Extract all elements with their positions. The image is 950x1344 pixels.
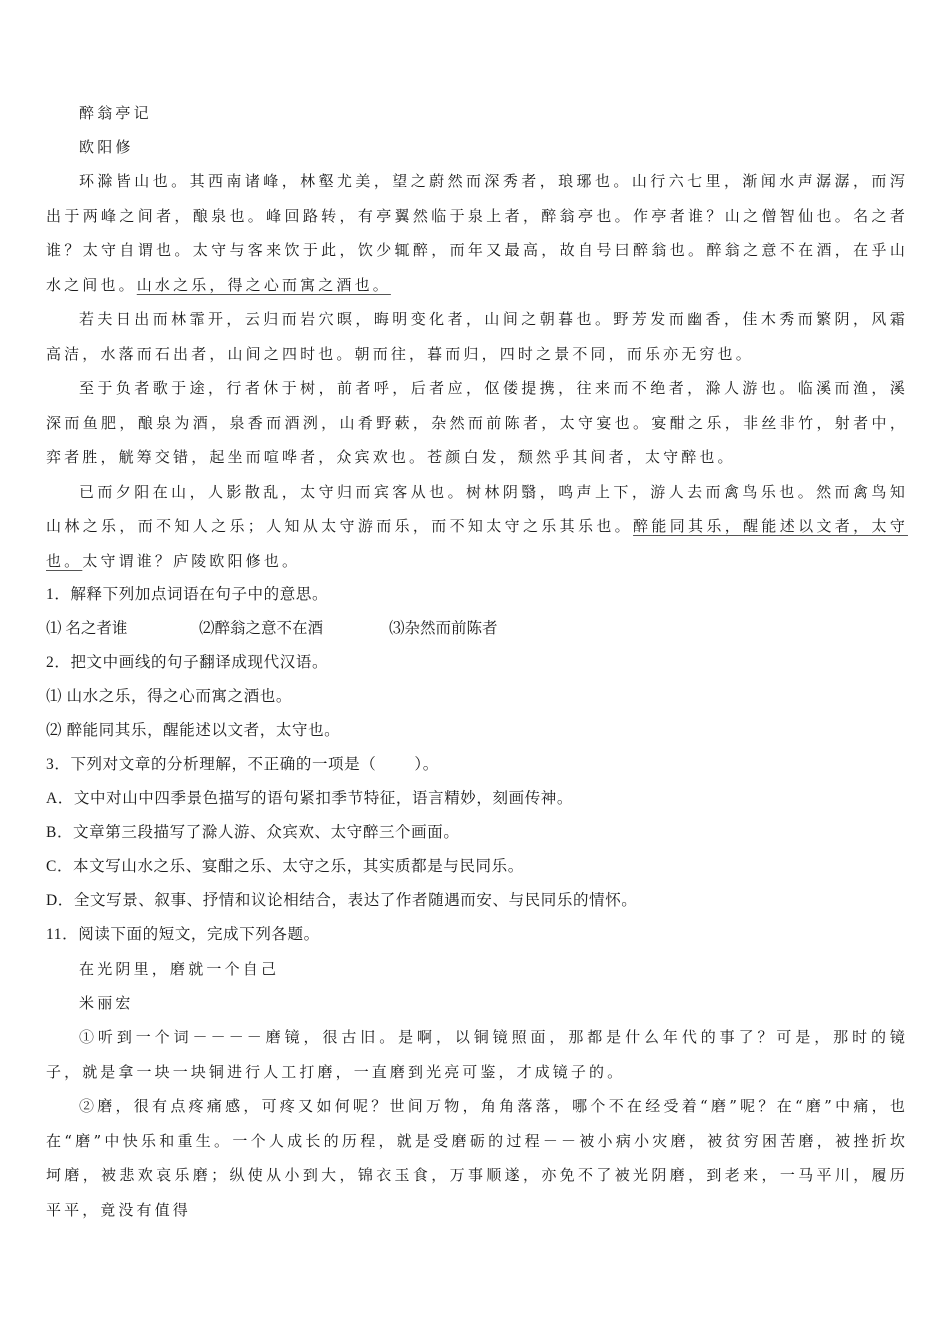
sub-item: ⑴ 名之者谁: [46, 620, 128, 637]
option-b: B．文章第三段描写了滁人游、众宾欢、太守醉三个画面。: [46, 824, 460, 841]
option-a: A．文中对山中四季景色描写的语句紧扣季节特征，语言精妙，刻画传神。: [46, 790, 573, 807]
passage-paragraph: 已而夕阳在山，人影散乱，太守归而宾客从也。树林阴翳，鸣声上下，游人去而禽鸟乐也。然而禽鸟知山林之乐，而不知人之乐；人知从太守游而乐，而不知太守之乐其乐也。醉能同其乐，醒能述以文者，太守也。太守谓谁？庐陵欧阳修也。: [46, 482, 908, 570]
passage-author: 欧阳修: [79, 138, 134, 156]
passage-paragraph: ②磨，很有点疼痛感，可疼又如何呢？世间万物，角角落落，哪个不在经受着“磨”呢？在“磨”中痛，也在“磨”中快乐和重生。一个人成长的历程，就是受磨砺的过程－－被小病小灾磨，被贫穷困苦磨，被挫折坎坷磨，被悲欢哀乐磨；纵使从小到大，锦衣玉食，万事顺遂，亦免不了被光阴磨，到老来，一马平川，履历平平，竟没有值得: [46, 1097, 908, 1219]
option-d: D．全文写景、叙事、抒情和议论相结合，表达了作者随遇而安、与民同乐的情怀。: [46, 892, 638, 909]
question-subitems: [46, 612, 908, 646]
underlined-sentence: 醉能同其乐，醒能述以文者，太守也。: [46, 517, 908, 570]
question-stem: 2．把文中画线的句子翻译成现代汉语。: [46, 654, 329, 671]
question-stem: 1．解释下列加点词语在句子中的意思。: [46, 586, 329, 603]
document-page: [46, 96, 908, 1227]
passage-paragraph: 环滁皆山也。其西南诸峰，林壑尤美，望之蔚然而深秀者，琅琊也。山行六七里，渐闻水声潺潺，而泻出于两峰之间者，酿泉也。峰回路转，有亭翼然临于泉上者，醉翁亭也。作亭者谁？山之僧智仙也。名之者谁？太守自谓也。太守与客来饮于此，饮少辄醉，而年又最高，故自号曰醉翁也。醉翁之意不在酒，在乎山水之间也。山水之乐，得之心而寓之酒也。: [46, 172, 908, 294]
passage-paragraph: 至于负者歌于途，行者休于树，前者呼，后者应，伛偻提携，往来而不绝者，滁人游也。临溪而渔，溪深而鱼肥，酿泉为酒，泉香而酒洌，山肴野蔌，杂然而前陈者，太守宴也。宴酣之乐，非丝非竹，射者中，弈者胜，觥筹交错，起坐而喧哗者，众宾欢也。苍颜白发，颓然乎其间者，太守醉也。: [46, 379, 908, 466]
passage-title: 在光阴里，磨就一个自己: [79, 960, 280, 978]
passage-author: 米丽宏: [79, 994, 134, 1012]
option-c: C．本文写山水之乐、宴酣之乐、太守之乐，其实质都是与民同乐。: [46, 858, 524, 875]
question-stem: 11．阅读下面的短文，完成下列各题。: [46, 926, 320, 943]
sub-item: ⑵ 醉能同其乐，醒能述以文者，太守也。: [46, 722, 341, 739]
underlined-sentence: 山水之乐，得之心而寓之酒也。: [136, 275, 391, 294]
question-stem: 3．下列对文章的分析理解，不正确的一项是（ ）。: [46, 756, 439, 773]
passage-title: 醉翁亭记: [79, 104, 152, 122]
passage-paragraph: 若夫日出而林霏开，云归而岩穴暝，晦明变化者，山间之朝暮也。野芳发而幽香，佳木秀而繁阴，风霜高洁，水落而石出者，山间之四时也。朝而往，暮而归，四时之景不同，而乐亦无穷也。: [46, 310, 908, 363]
sub-item: ⑶杂然而前陈者: [389, 620, 498, 637]
sub-item: ⑵醉翁之意不在酒: [199, 620, 324, 637]
passage-paragraph: ①听到一个词－－－－磨镜，很古旧。是啊，以铜镜照面，那都是什么年代的事了？可是，那时的镜子，就是拿一块一块铜进行人工打磨，一直磨到光亮可鉴，才成镜子的。: [46, 1028, 908, 1081]
sub-item: ⑴ 山水之乐，得之心而寓之酒也。: [46, 688, 292, 705]
